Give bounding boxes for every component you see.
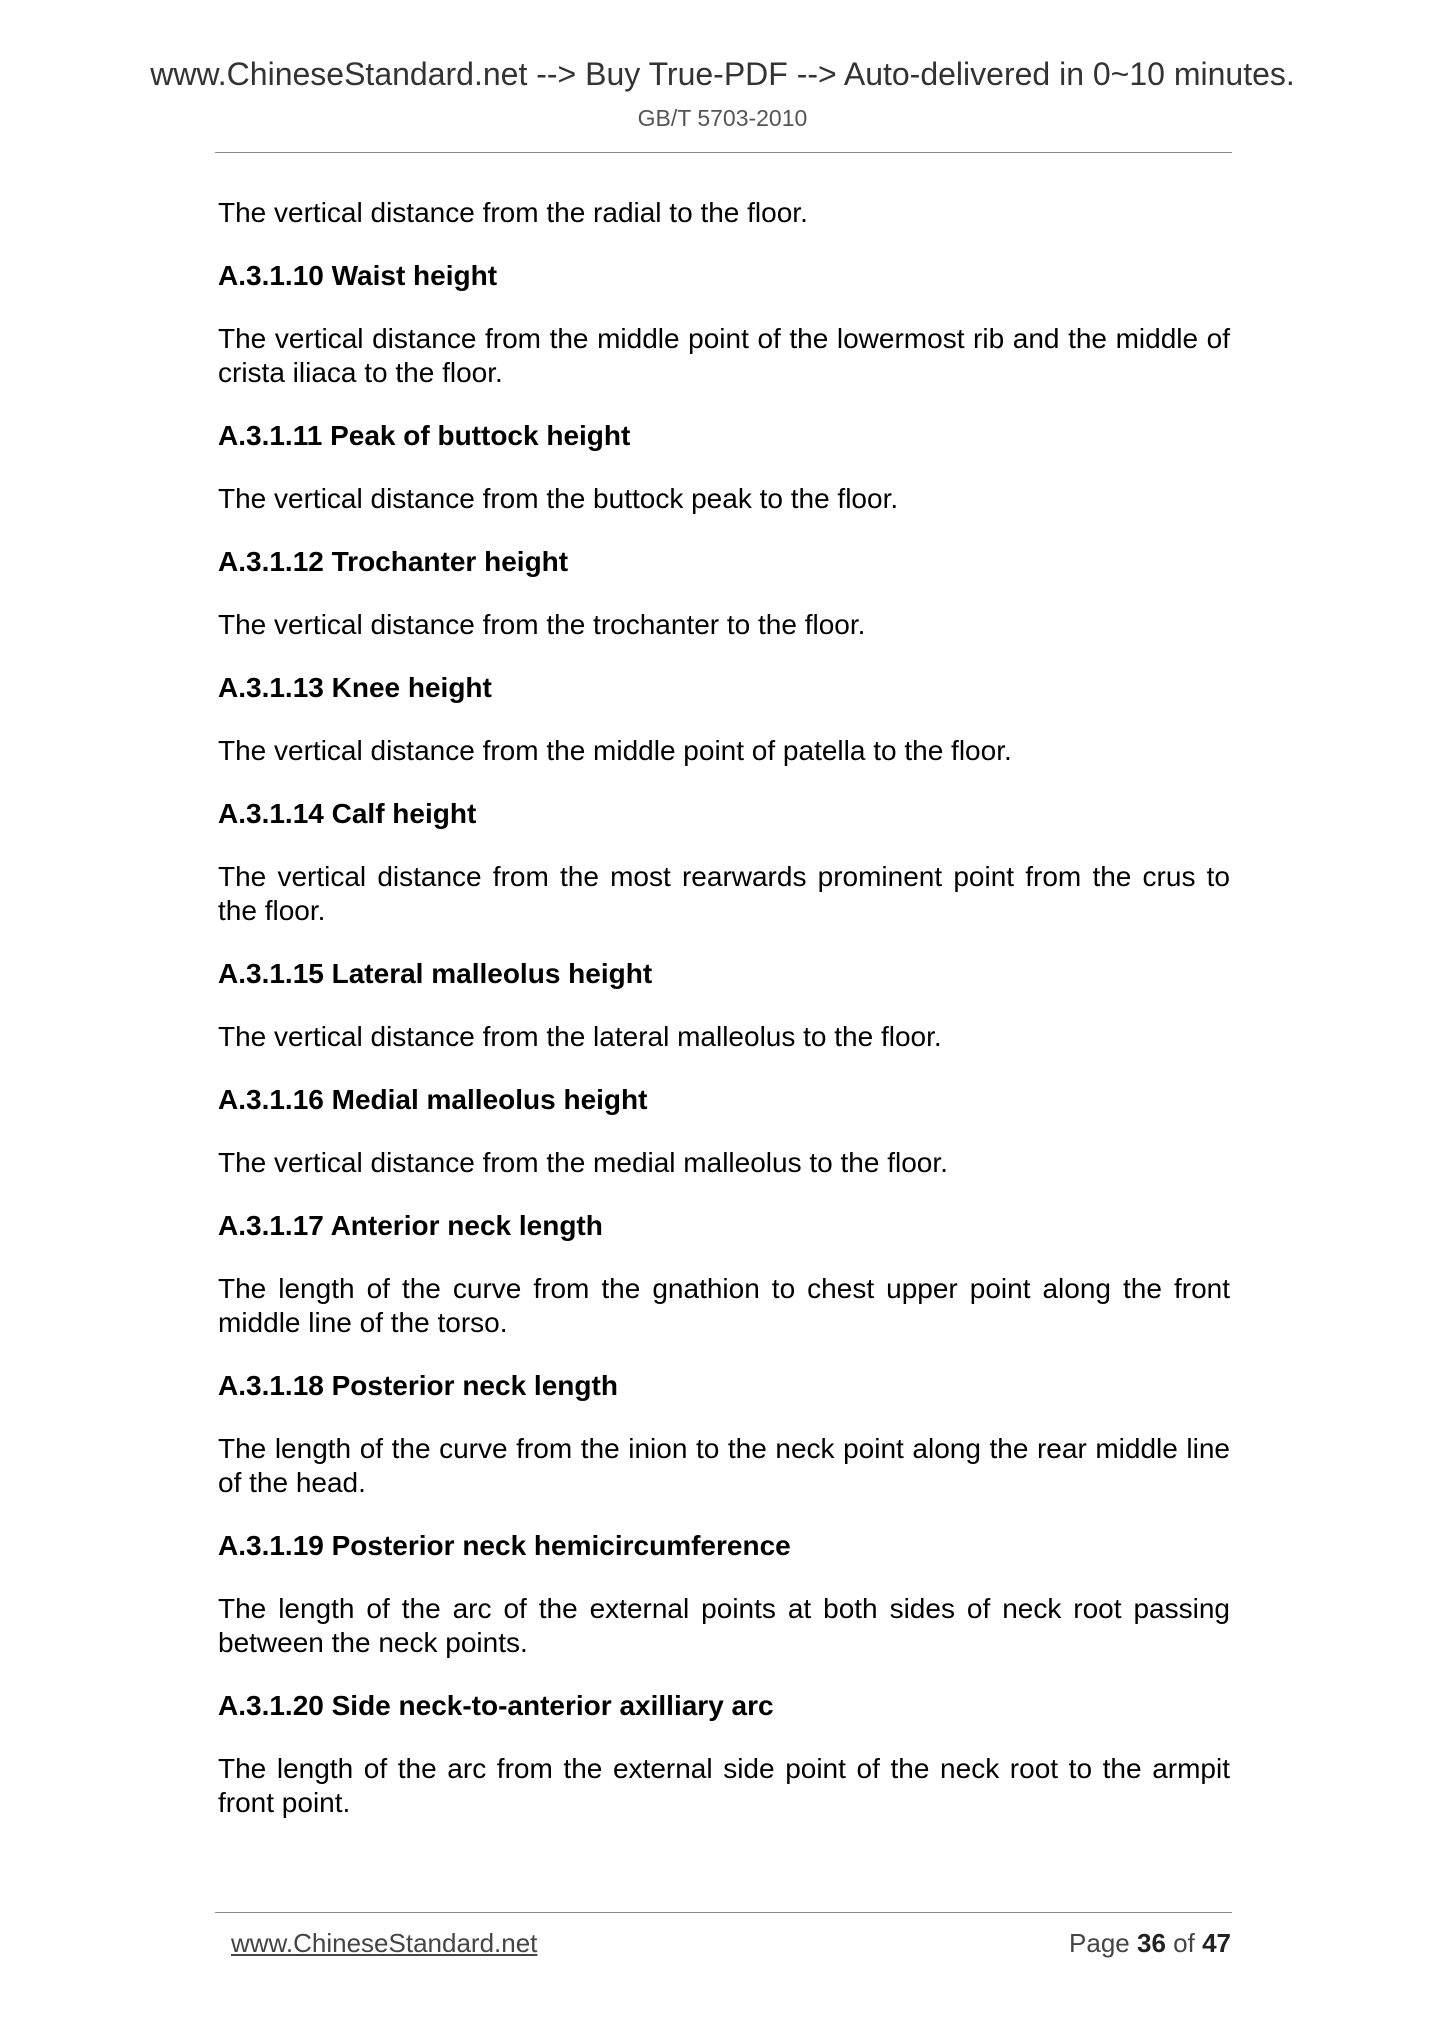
section-heading-a3117: A.3.1.17 Anterior neck length xyxy=(218,1210,603,1241)
section-heading-a3120: A.3.1.20 Side neck-to-anterior axilliary arc xyxy=(218,1690,774,1721)
section-text-a3117: The length of the curve from the gnathion to chest upper point along the front middle line of the torso. xyxy=(218,1273,1230,1338)
section-text-a3110: The vertical distance from the middle point of the lowermost rib and the middle of crista iliaca to the floor. xyxy=(218,323,1230,388)
section-heading-a3116: A.3.1.16 Medial malleolus height xyxy=(218,1084,648,1115)
section-text-a3116: The vertical distance from the medial malleolus to the floor. xyxy=(218,1147,948,1178)
footer-website-link[interactable]: www.ChineseStandard.net xyxy=(231,1928,538,1958)
section-heading-a3119: A.3.1.19 Posterior neck hemicircumference xyxy=(218,1530,791,1561)
section-heading-a3110: A.3.1.10 Waist height xyxy=(218,260,498,291)
section-heading-a3111: A.3.1.11 Peak of buttock height xyxy=(218,420,631,451)
page-current: 36 xyxy=(1137,1928,1166,1958)
page-separator: of xyxy=(1173,1928,1195,1958)
header-divider xyxy=(215,152,1232,153)
section-text-a3113: The vertical distance from the middle point of patella to the floor. xyxy=(218,735,1012,766)
section-text-a3118: The length of the curve from the inion to the neck point along the rear middle line of the head. xyxy=(218,1433,1230,1498)
section-heading-a3113: A.3.1.13 Knee height xyxy=(218,672,492,703)
section-text-a3115: The vertical distance from the lateral malleolus to the floor. xyxy=(218,1021,942,1052)
page-indicator xyxy=(1069,1930,1231,1956)
section-heading-a3112: A.3.1.12 Trochanter height xyxy=(218,546,569,577)
standard-number: GB/T 5703-2010 xyxy=(637,105,808,131)
footer-divider xyxy=(215,1912,1232,1913)
section-text-a3112: The vertical distance from the trochanter to the floor. xyxy=(218,609,866,640)
section-heading-a3118: A.3.1.18 Posterior neck length xyxy=(218,1370,618,1401)
header-banner: www.ChineseStandard.net --> Buy True-PDF --> Auto-delivered in 0~10 minutes. xyxy=(150,56,1295,92)
page-total: 47 xyxy=(1202,1928,1231,1958)
section-text-a3111: The vertical distance from the buttock peak to the floor. xyxy=(218,483,899,514)
section-text-a3114: The vertical distance from the most rearwards prominent point from the crus to the floor. xyxy=(218,861,1230,926)
section-text-a3119: The length of the arc of the external points at both sides of neck root passing between the neck points. xyxy=(218,1593,1230,1658)
intro-text: The vertical distance from the radial to the floor. xyxy=(218,197,808,228)
page-label: Page xyxy=(1069,1928,1130,1958)
document-body xyxy=(218,196,1230,1820)
section-heading-a3115: A.3.1.15 Lateral malleolus height xyxy=(218,958,653,989)
section-text-a3120: The length of the arc from the external side point of the neck root to the armpit front point. xyxy=(218,1753,1230,1818)
section-heading-a3114: A.3.1.14 Calf height xyxy=(218,798,477,829)
